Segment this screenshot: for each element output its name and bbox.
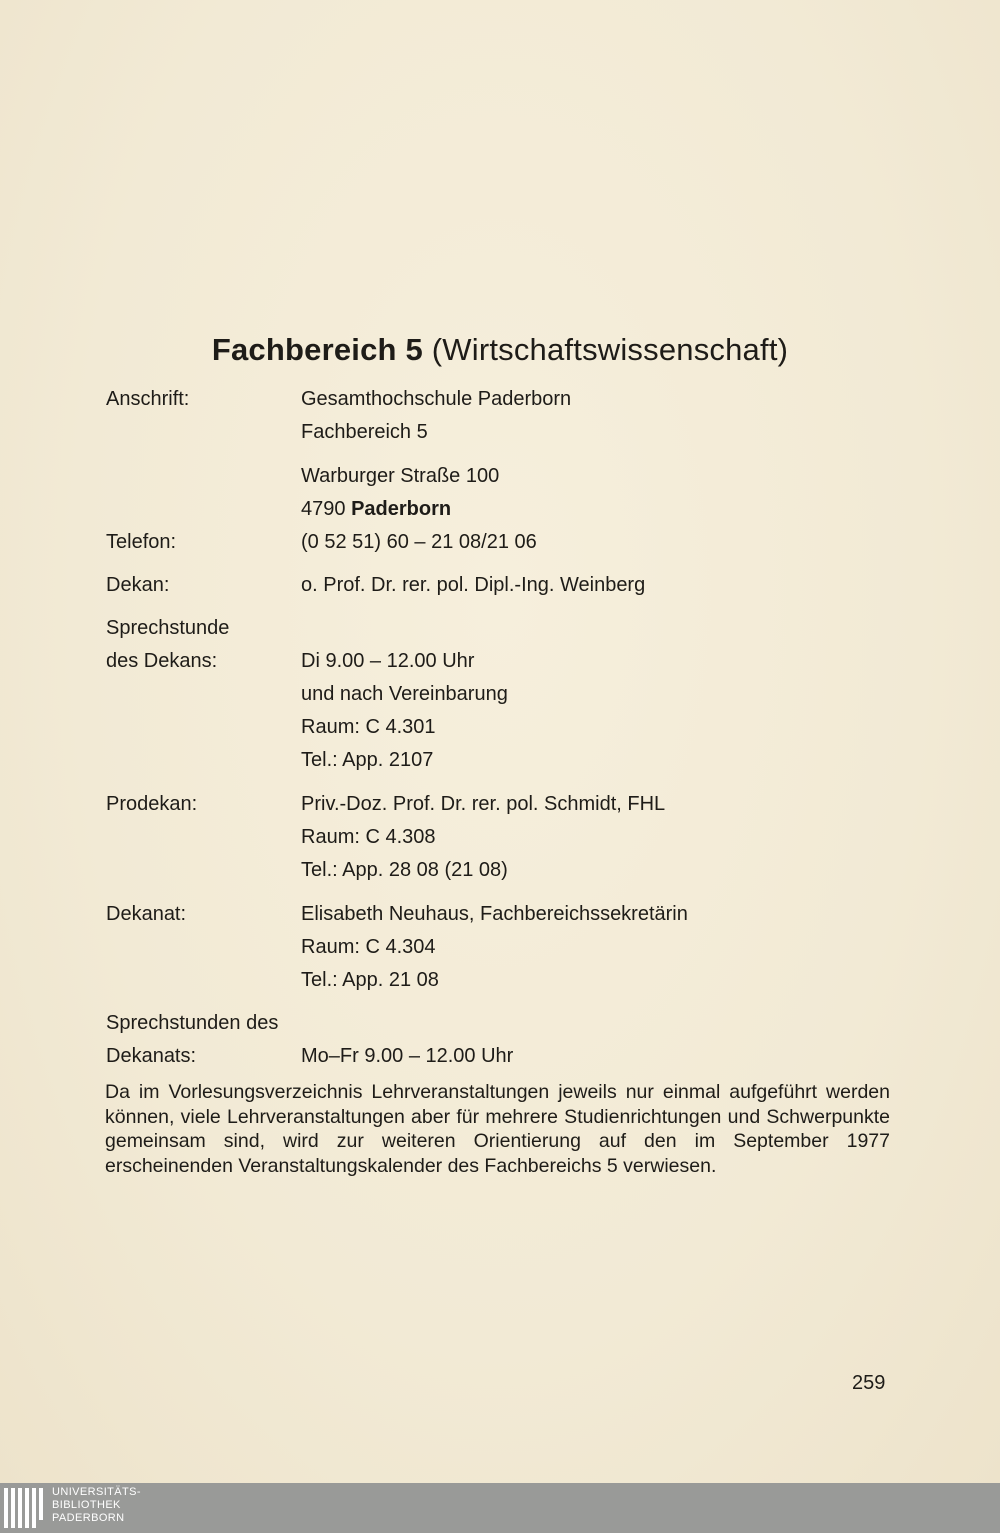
office-room: Raum: C 4.304	[301, 936, 436, 958]
vice-dean-room: Raum: C 4.308	[301, 826, 436, 848]
library-logo-line1: UNIVERSITÄTS-	[52, 1486, 141, 1498]
office-name: Elisabeth Neuhaus, Fachbereichssekretärin	[301, 903, 688, 925]
vice-dean-name: Priv.-Doz. Prof. Dr. rer. pol. Schmidt, FHL	[301, 793, 666, 815]
office-hours-label-1: Sprechstunden des	[106, 1012, 279, 1034]
office-phone: Tel.: App. 21 08	[301, 969, 439, 991]
office-hours-label-2: Dekanats:	[106, 1045, 197, 1067]
title-bold: Fachbereich 5	[211, 332, 423, 367]
library-logo-line2: BIBLIOTHEK	[52, 1499, 121, 1511]
dean-hours-room: Raum: C 4.301	[301, 716, 436, 738]
title-rest: (Wirtschaftswissenschaft)	[431, 332, 789, 367]
address-city-line	[301, 496, 451, 522]
dean-hours-phone: Tel.: App. 2107	[301, 749, 434, 771]
office-label: Dekanat:	[106, 903, 187, 925]
address-zip: 4790	[301, 498, 346, 520]
address-city: Paderborn	[351, 498, 452, 520]
address-label: Anschrift:	[106, 388, 190, 410]
dean-value: o. Prof. Dr. rer. pol. Dipl.-Ing. Weinberg	[301, 574, 646, 596]
page-number: 259	[852, 1372, 886, 1394]
address-line3: Warburger Straße 100	[301, 465, 500, 487]
dean-hours-label-1: Sprechstunde	[106, 617, 230, 639]
dean-label: Dekan:	[106, 574, 170, 596]
office-hours-value: Mo–Fr 9.00 – 12.00 Uhr	[301, 1045, 514, 1067]
dean-hours-line1: Di 9.00 – 12.00 Uhr	[301, 650, 475, 672]
address-line2: Fachbereich 5	[301, 421, 428, 443]
phone-label: Telefon:	[106, 531, 177, 553]
library-logo-text	[52, 1486, 141, 1525]
address-line1: Gesamthochschule Paderborn	[301, 388, 572, 410]
phone-value: (0 52 51) 60 – 21 08/21 06	[301, 531, 537, 553]
library-logo-line3: PADERBORN	[52, 1512, 125, 1524]
dean-hours-label-2: des Dekans:	[106, 650, 218, 672]
vice-dean-label: Prodekan:	[106, 793, 198, 815]
page-title	[0, 330, 1000, 370]
dean-hours-line2: und nach Vereinbarung	[301, 683, 508, 705]
info-paragraph: Da im Vorlesungsverzeichnis Lehrveranstaltungen jeweils nur einmal aufgeführt werden können, viele Lehrveranstaltungen aber für mehrere Studienrichtungen und Schwerpunkte gemeinsam sind, wird zur weiteren Orientierung auf den im September 1977 erscheinenden Veranstaltungskalender des Fachbereichs 5 verwiesen.	[105, 1081, 890, 1177]
vice-dean-phone: Tel.: App. 28 08 (21 08)	[301, 859, 508, 881]
library-footer-bar	[0, 1483, 1000, 1533]
